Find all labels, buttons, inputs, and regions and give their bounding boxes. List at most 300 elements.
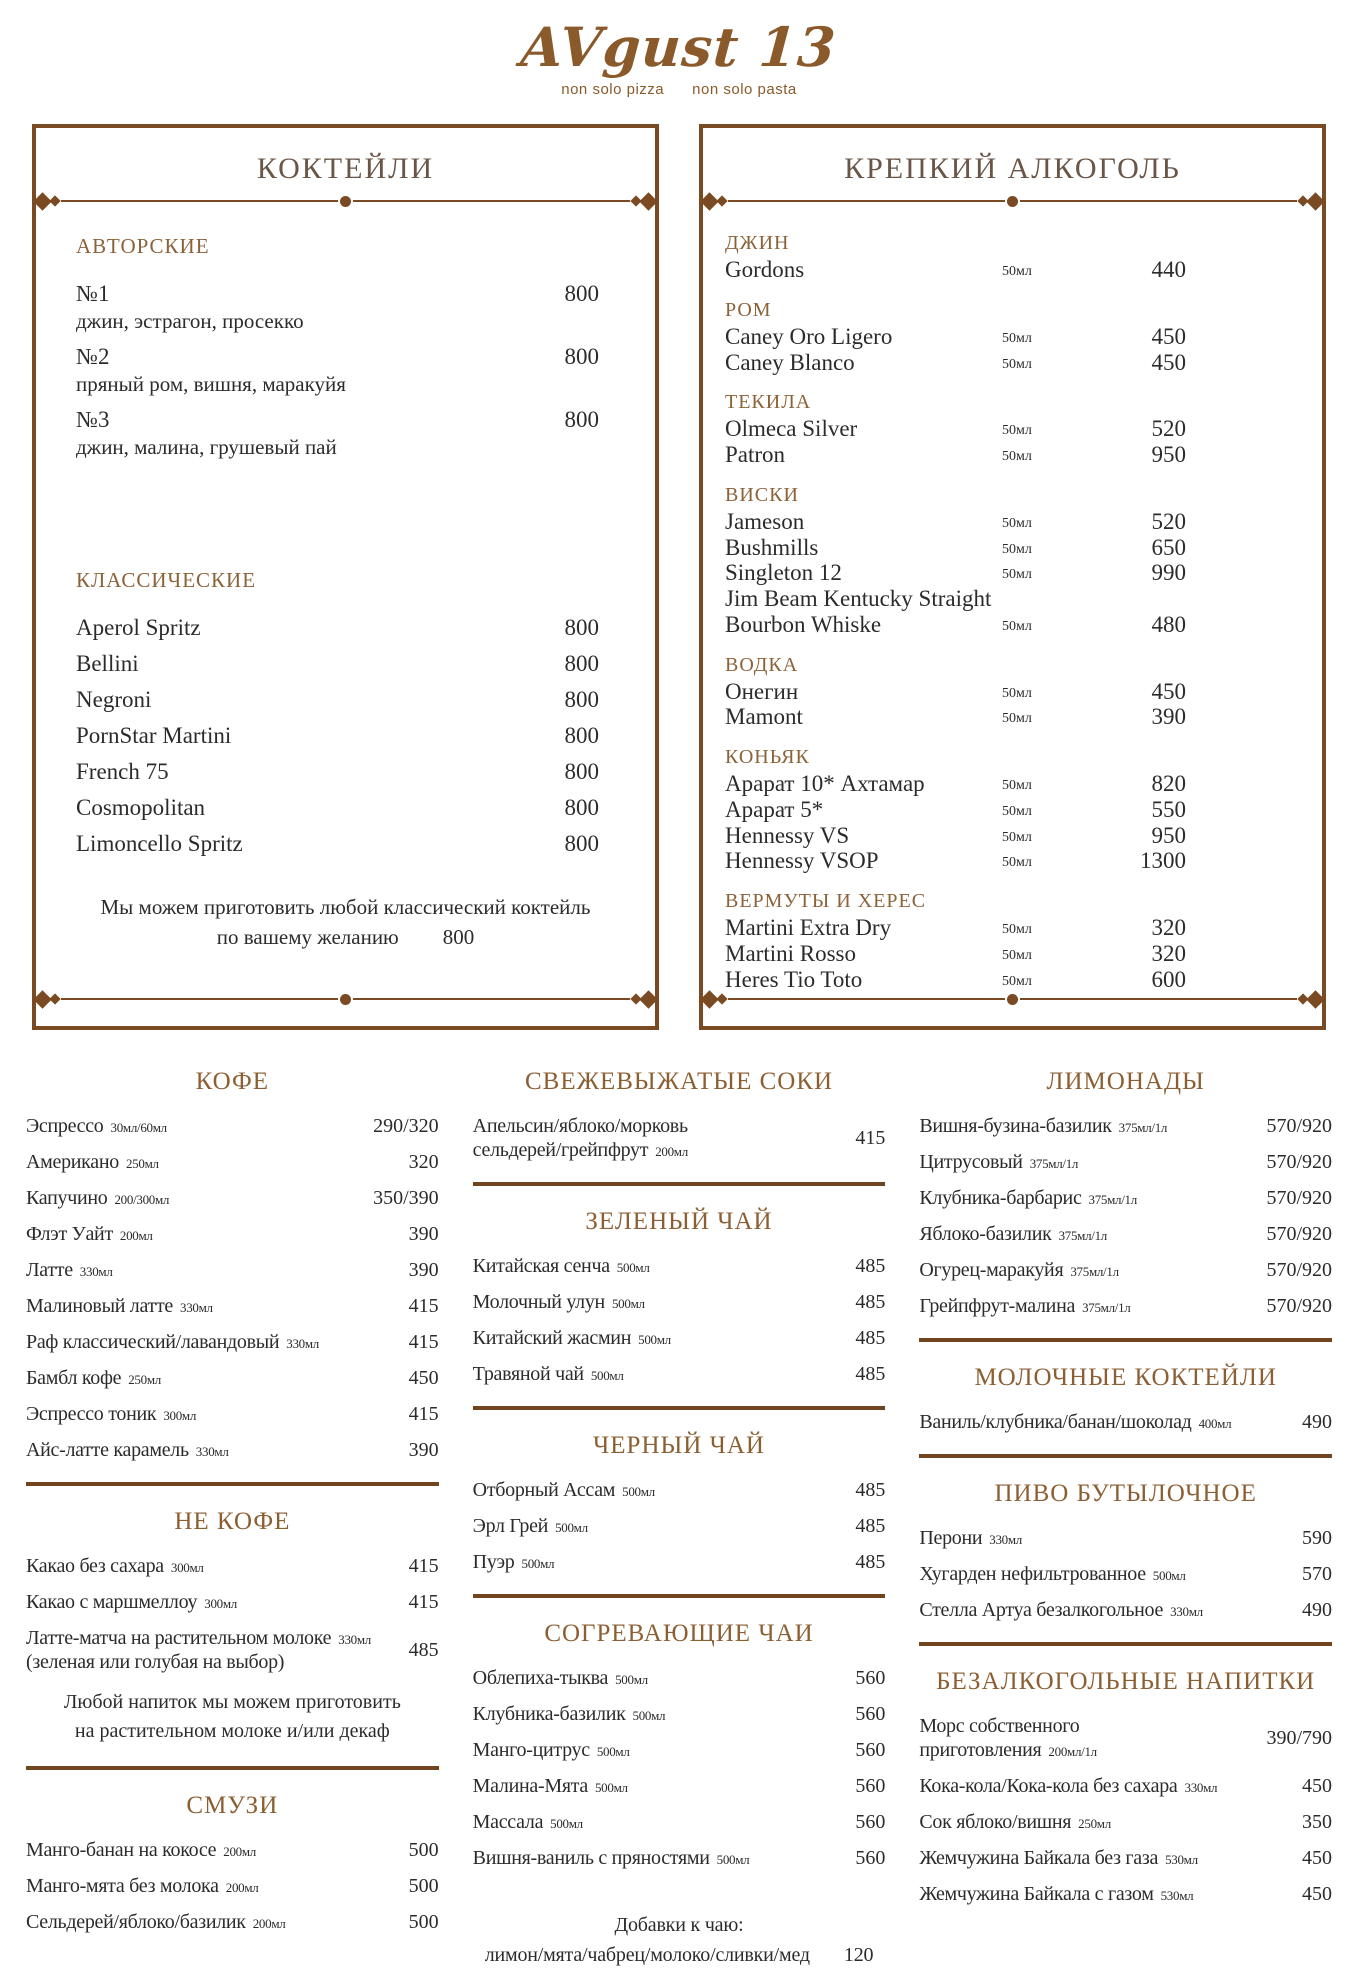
item-name	[473, 1774, 628, 1798]
item-price: 570/920	[1266, 1295, 1333, 1318]
item-volume: 330мл	[1184, 1780, 1218, 1796]
section-title: ЧЕРНЫЙ ЧАЙ	[593, 1432, 765, 1460]
menu-item-row	[919, 1882, 1332, 1906]
item-name: Онегин	[725, 678, 799, 704]
item-price: 560	[855, 1739, 886, 1762]
item-volume: 50мл	[1002, 541, 1032, 557]
item-name	[473, 1514, 588, 1538]
item-name-text: Жемчужина Байкала без газа	[919, 1847, 1159, 1870]
item-price: 800	[564, 795, 599, 820]
diamond-icon	[639, 990, 657, 1008]
section-heading: ВОДКА	[725, 653, 799, 676]
menu-item-row	[725, 350, 1322, 376]
item-price: 320	[1151, 915, 1186, 940]
item-name	[919, 1526, 1022, 1550]
menu-item-row	[473, 1290, 886, 1314]
ornament-divider	[36, 992, 655, 1006]
item-volume: 375мл/1л	[1088, 1192, 1137, 1208]
menu-item-row	[725, 560, 1322, 586]
menu-section	[919, 1642, 1332, 1906]
spirits-items	[725, 509, 1322, 638]
ornament-divider	[703, 992, 1322, 1006]
item-volume: 500мл	[596, 1744, 630, 1760]
section-items	[473, 1666, 886, 1870]
footer-line2-text: по вашему желанию	[216, 924, 399, 949]
item-name	[26, 1222, 153, 1246]
menu-item-row	[919, 1846, 1332, 1870]
item-price: 490	[1302, 1411, 1333, 1434]
item-text	[76, 831, 243, 857]
item-volume: 50мл	[1002, 618, 1032, 634]
section-title: МОЛОЧНЫЕ КОКТЕЙЛИ	[974, 1364, 1277, 1392]
item-price: 350	[1302, 1811, 1333, 1834]
dot-icon	[340, 196, 351, 207]
item-name-text: Сельдерей/яблоко/базилик	[26, 1911, 246, 1934]
divider-line	[728, 200, 1005, 202]
item-name	[473, 1478, 655, 1502]
item-name: Caney Oro Ligero	[725, 323, 893, 349]
item-volume: 500мл	[632, 1708, 666, 1724]
item-name-line2	[473, 1138, 688, 1162]
item-volume: 500мл	[555, 1520, 588, 1536]
spirits-items	[725, 416, 1322, 468]
cocktails-footer-note	[36, 883, 655, 976]
menu-item-row	[26, 1294, 439, 1318]
menu-section	[473, 1594, 886, 1970]
item-name-text: Малиновый латте	[26, 1295, 174, 1318]
menu-item-row	[473, 1738, 886, 1762]
spirits-section	[725, 890, 1322, 992]
dot-icon	[340, 994, 351, 1005]
menu-item-row	[919, 1774, 1332, 1798]
item-price: 390/790	[1266, 1727, 1333, 1750]
menu-item-row	[26, 1910, 439, 1934]
item-volume: 50мл	[1002, 423, 1032, 439]
spirits-section	[725, 654, 1322, 731]
menu-item-row	[76, 281, 599, 334]
menu-item-row	[76, 687, 599, 713]
section-heading: ВЕРМУТЫ И ХЕРЕС	[725, 890, 927, 912]
menu-item-row	[26, 1590, 439, 1614]
menu-item-row	[725, 704, 1322, 730]
section-items	[919, 1714, 1332, 1906]
item-volume: 530мл	[1160, 1888, 1194, 1904]
menu-item-row	[725, 941, 1322, 967]
menu-section	[919, 1068, 1332, 1318]
item-name	[473, 1810, 583, 1834]
item-name: Hennessy VS	[725, 822, 850, 848]
item-volume: 50мл	[1002, 922, 1032, 938]
item-name: Olmeca Silver	[725, 416, 858, 442]
tea-addons	[473, 1910, 886, 1970]
item-volume: 50мл	[1002, 356, 1032, 372]
item-price: 800	[564, 831, 599, 856]
item-name-text: Стелла Артуа безалкогольное	[919, 1599, 1164, 1622]
item-name	[26, 1626, 371, 1674]
item-name-text: Бамбл кофе	[26, 1367, 122, 1390]
section-items	[473, 1254, 886, 1386]
menu-item-row	[725, 416, 1322, 442]
item-price: 450	[1302, 1775, 1333, 1798]
item-name: Negroni	[76, 687, 152, 712]
item-name-text: Пуэр	[472, 1551, 515, 1574]
item-name: Heres Tio Toto	[725, 966, 863, 992]
item-price: 560	[855, 1847, 886, 1870]
item-price: 450	[1151, 323, 1186, 349]
menu-item-row	[919, 1526, 1332, 1550]
item-name-text: Эрл Грей	[472, 1515, 549, 1538]
item-price: 390	[408, 1223, 439, 1246]
item-name: Mamont	[725, 704, 803, 730]
item-volume: 50мл	[1002, 264, 1032, 280]
item-price: 485	[855, 1327, 886, 1350]
item-name-text: Огурец-маракуйя	[919, 1259, 1064, 1282]
section-items	[26, 1554, 439, 1674]
item-price: 485	[855, 1515, 886, 1538]
menu-item-row	[725, 967, 1322, 993]
item-price: 415	[855, 1127, 886, 1150]
cocktails-box-title: КОКТЕЙЛИ	[256, 152, 435, 185]
item-volume: 330мл	[338, 1632, 371, 1648]
item-name-text: Травяной чай	[472, 1363, 584, 1386]
item-volume: 50мл	[1002, 711, 1032, 727]
item-name: Gordons	[725, 257, 805, 282]
menu-section	[919, 1454, 1332, 1622]
item-name: №1	[76, 281, 110, 306]
item-price: 500	[408, 1839, 439, 1862]
item-text	[76, 687, 151, 713]
item-name: Aperol Spritz	[76, 615, 201, 640]
diamond-icon	[49, 195, 60, 206]
menu-item-row	[725, 848, 1322, 874]
item-volume: 300мл	[163, 1408, 197, 1424]
item-name-text: Апельсин/яблоко/морковь	[472, 1115, 688, 1138]
menu-item-row	[76, 344, 599, 397]
item-price: 800	[564, 281, 599, 306]
item-name: Bellini	[76, 651, 139, 676]
item-price: 490	[1302, 1599, 1333, 1622]
menu-item-row	[26, 1258, 439, 1282]
item-name-text: Китайская сенча	[472, 1255, 610, 1278]
bottom-columns	[0, 1062, 1358, 1970]
cocktail-items	[76, 281, 599, 460]
item-volume: 400мл	[1198, 1416, 1232, 1432]
menu-item-row	[725, 324, 1322, 350]
tagline-left: non solo pizza	[561, 81, 665, 98]
item-volume: 200мл	[225, 1880, 259, 1896]
item-name: Limoncello Spritz	[76, 831, 243, 856]
item-name-text: Какао с маршмеллоу	[26, 1591, 198, 1614]
item-name-text: Жемчужина Байкала с газом	[919, 1883, 1154, 1906]
item-volume: 375мл/1л	[1118, 1120, 1168, 1136]
item-text	[76, 651, 139, 677]
item-name-text: Эспрессо	[26, 1115, 104, 1138]
item-volume: 50мл	[1002, 685, 1032, 701]
footer-line1: Мы можем приготовить любой классический коктейль	[100, 895, 591, 920]
item-description: джин, малина, грушевый пай	[76, 435, 337, 459]
item-name: Cosmopolitan	[76, 795, 206, 820]
item-name-text: Сок яблоко/вишня	[919, 1811, 1072, 1834]
divider-line	[1020, 200, 1297, 202]
menu-column	[919, 1062, 1332, 1970]
item-price: 290/320	[373, 1115, 439, 1138]
item-name	[473, 1666, 648, 1690]
spirits-section	[725, 484, 1322, 638]
item-price: 450	[408, 1367, 439, 1390]
item-price: 500	[408, 1911, 439, 1934]
item-price: 560	[855, 1667, 886, 1690]
section-title: СМУЗИ	[186, 1792, 279, 1820]
tagline-right: non solo pasta	[692, 81, 797, 98]
item-name-text: Цитрусовый	[919, 1151, 1023, 1174]
item-name: Jameson	[725, 508, 805, 534]
item-name	[26, 1838, 256, 1862]
item-volume: 500мл	[716, 1852, 750, 1868]
item-price: 485	[855, 1255, 886, 1278]
section-title: БЕЗАЛКОГОЛЬНЫЕ НАПИТКИ	[936, 1668, 1316, 1696]
item-name	[473, 1362, 624, 1386]
item-volume: 500мл	[590, 1368, 624, 1384]
item-name	[26, 1366, 161, 1390]
item-volume: 200мл/1л	[1048, 1744, 1097, 1760]
item-volume: 330мл	[286, 1336, 319, 1352]
item-volume: 330мл	[989, 1532, 1022, 1548]
item-volume: 375мл/1л	[1029, 1156, 1079, 1172]
item-name-text: Отборный Ассам	[472, 1479, 616, 1502]
spirits-box-title: КРЕПКИЙ АЛКОГОЛЬ	[844, 152, 1181, 185]
spirits-section	[725, 299, 1322, 376]
item-volume: 250мл	[1078, 1816, 1111, 1832]
item-name	[919, 1714, 1258, 1762]
item-price: 570	[1302, 1563, 1333, 1586]
item-price: 320	[408, 1151, 439, 1174]
item-price: 820	[1151, 771, 1186, 796]
spirits-sections	[703, 208, 1322, 992]
spirits-items	[725, 915, 1322, 992]
cocktails-box	[32, 124, 659, 1030]
menu-item-row	[26, 1366, 439, 1390]
item-name-text: Массала	[472, 1811, 544, 1834]
item-price: 590	[1302, 1527, 1333, 1550]
item-name2-text: сельдерей/грейпфрут	[472, 1139, 649, 1162]
item-price: 485	[855, 1291, 886, 1314]
menu-item-row	[919, 1222, 1332, 1246]
menu-item-row	[76, 831, 599, 857]
item-name: French 75	[76, 759, 169, 784]
item-name-text: Вишня-бузина-базилик	[919, 1115, 1112, 1138]
menu-item-row	[725, 823, 1322, 849]
item-name	[26, 1258, 113, 1282]
item-name	[919, 1882, 1193, 1906]
item-name-text: Клубника-барбарис	[919, 1187, 1082, 1210]
item-name	[26, 1114, 167, 1138]
menu-item-row	[919, 1150, 1332, 1174]
item-price: 950	[1151, 442, 1186, 467]
spirits-box	[699, 124, 1326, 1030]
item-price: 800	[564, 723, 599, 748]
menu-item-row	[473, 1774, 886, 1798]
item-name	[919, 1222, 1107, 1246]
menu-section	[473, 1068, 886, 1162]
item-volume: 500мл	[638, 1332, 671, 1348]
menu-item-row	[26, 1874, 439, 1898]
menu-section	[26, 1482, 439, 1746]
item-name	[26, 1554, 204, 1578]
menu-item-row	[473, 1514, 886, 1538]
section-title: КОФЕ	[195, 1068, 270, 1096]
item-name	[26, 1590, 237, 1614]
item-volume: 50мл	[1002, 973, 1032, 989]
menu-item-row	[725, 257, 1322, 283]
item-price: 485	[855, 1363, 886, 1386]
item-name-text: Морс собственного приготовления	[919, 1715, 1080, 1762]
item-volume: 200мл	[223, 1844, 256, 1860]
item-name: Patron	[725, 442, 786, 467]
item-name-text: Китайский жасмин	[472, 1327, 632, 1350]
menu-item-row	[473, 1478, 886, 1502]
item-price: 800	[564, 687, 599, 712]
divider-line	[61, 200, 338, 202]
menu-item-row	[919, 1114, 1332, 1138]
item-name	[26, 1402, 196, 1426]
section-heading: ДЖИН	[725, 232, 790, 254]
item-price: 560	[855, 1811, 886, 1834]
item-name-text: Кока-кола/Кока-кола без сахара	[919, 1775, 1178, 1798]
menu-item-row	[76, 407, 599, 460]
item-name-text: Эспрессо тоник	[26, 1403, 157, 1426]
item-name-text: Манго-цитрус	[472, 1739, 590, 1762]
item-volume: 500мл	[1152, 1568, 1186, 1584]
diamond-icon	[716, 195, 727, 206]
item-volume: 50мл	[1002, 778, 1032, 794]
menu-item-row	[919, 1810, 1332, 1834]
item-name	[473, 1290, 645, 1314]
item-name	[26, 1438, 229, 1462]
menu-item-row	[919, 1186, 1332, 1210]
item-name: PornStar Martini	[76, 723, 232, 748]
item-name	[473, 1738, 630, 1762]
section-title: ПИВО БУТЫЛОЧНОЕ	[994, 1480, 1257, 1508]
menu-item-row	[473, 1362, 886, 1386]
item-volume: 500мл	[611, 1296, 645, 1312]
item-price: 440	[1151, 257, 1186, 282]
item-text	[76, 407, 337, 460]
section-items	[919, 1410, 1332, 1434]
item-volume: 200/300мл	[114, 1192, 170, 1208]
item-name2-text: (зеленая или голубая на выбор)	[26, 1651, 285, 1674]
item-price: 570/920	[1266, 1187, 1333, 1210]
item-volume: 375мл/1л	[1070, 1264, 1119, 1280]
item-volume: 375мл/1л	[1058, 1228, 1107, 1244]
item-name	[919, 1846, 1197, 1870]
menu-item-row	[26, 1626, 439, 1674]
item-volume: 500мл	[594, 1780, 628, 1796]
item-volume: 50мл	[1002, 947, 1032, 963]
item-name: Hennessy VSOP	[725, 848, 879, 874]
item-name	[919, 1774, 1217, 1798]
item-name-text: Малина-Мята	[472, 1775, 588, 1798]
item-volume: 530мл	[1165, 1852, 1198, 1868]
item-price: 485	[855, 1479, 886, 1502]
addon-price: 120	[843, 1944, 874, 1967]
menu-item-row	[26, 1330, 439, 1354]
item-text	[76, 759, 169, 785]
item-text	[76, 281, 304, 334]
item-name-text: Яблоко-базилик	[919, 1223, 1052, 1246]
item-price: 520	[1151, 416, 1186, 442]
menu-item-row	[473, 1326, 886, 1350]
menu-item-row	[919, 1714, 1332, 1762]
item-price: 500	[408, 1875, 439, 1898]
item-volume: 500мл	[521, 1556, 555, 1572]
item-name	[473, 1702, 666, 1726]
item-price: 485	[855, 1551, 886, 1574]
section-items	[919, 1114, 1332, 1318]
item-price: 800	[564, 615, 599, 640]
menu-item-row	[76, 615, 599, 641]
menu-item-row	[473, 1846, 886, 1870]
spirits-section	[725, 746, 1322, 874]
item-price: 415	[408, 1331, 439, 1354]
item-price: 415	[408, 1591, 439, 1614]
item-price: 800	[564, 407, 599, 432]
item-description: пряный ром, вишня, маракуйя	[76, 372, 346, 396]
item-name-text: Клубника-базилик	[472, 1703, 626, 1726]
item-volume: 330мл	[79, 1264, 113, 1280]
spirits-items	[725, 679, 1322, 731]
item-name	[473, 1326, 671, 1350]
item-name	[473, 1550, 555, 1574]
item-name: Jim Beam Kentucky Straight Bourbon Whiske	[725, 586, 992, 637]
menu-item-row	[725, 679, 1322, 705]
item-volume: 200мл	[119, 1228, 153, 1244]
item-name-text: Американо	[26, 1151, 119, 1174]
top-boxes	[0, 124, 1358, 1030]
item-price: 570/920	[1266, 1259, 1333, 1282]
item-text	[76, 723, 231, 749]
item-name-text: Перони	[919, 1527, 983, 1550]
menu-item-row	[725, 586, 1322, 638]
item-name-text: Молочный улун	[472, 1291, 605, 1314]
item-name	[919, 1562, 1185, 1586]
menu-column	[473, 1062, 886, 1970]
menu-section	[919, 1338, 1332, 1434]
menu-item-row	[919, 1294, 1332, 1318]
menu-item-row	[26, 1114, 439, 1138]
section-heading: КОНЬЯК	[725, 746, 810, 768]
item-name	[919, 1150, 1078, 1174]
cocktails-sections	[36, 208, 655, 867]
item-volume: 30мл/60мл	[110, 1120, 167, 1136]
item-volume: 500мл	[622, 1484, 655, 1500]
menu-item-row	[473, 1702, 886, 1726]
addon-line	[473, 1940, 886, 1970]
section-note	[26, 1688, 439, 1746]
item-name-text: Флэт Уайт	[26, 1223, 113, 1246]
dot-icon	[1007, 196, 1018, 207]
spirits-section	[725, 232, 1322, 283]
item-price: 450	[1151, 349, 1186, 375]
item-name-text: Капучино	[26, 1187, 108, 1210]
diamond-icon	[716, 994, 727, 1005]
item-volume: 300мл	[170, 1560, 204, 1576]
item-volume: 50мл	[1002, 829, 1032, 845]
menu-section	[473, 1182, 886, 1386]
item-name	[919, 1810, 1111, 1834]
addon-list-text: лимон/мята/чабрец/молоко/сливки/мед	[484, 1944, 810, 1967]
footer-price: 800	[442, 924, 475, 949]
menu-item-row	[26, 1222, 439, 1246]
